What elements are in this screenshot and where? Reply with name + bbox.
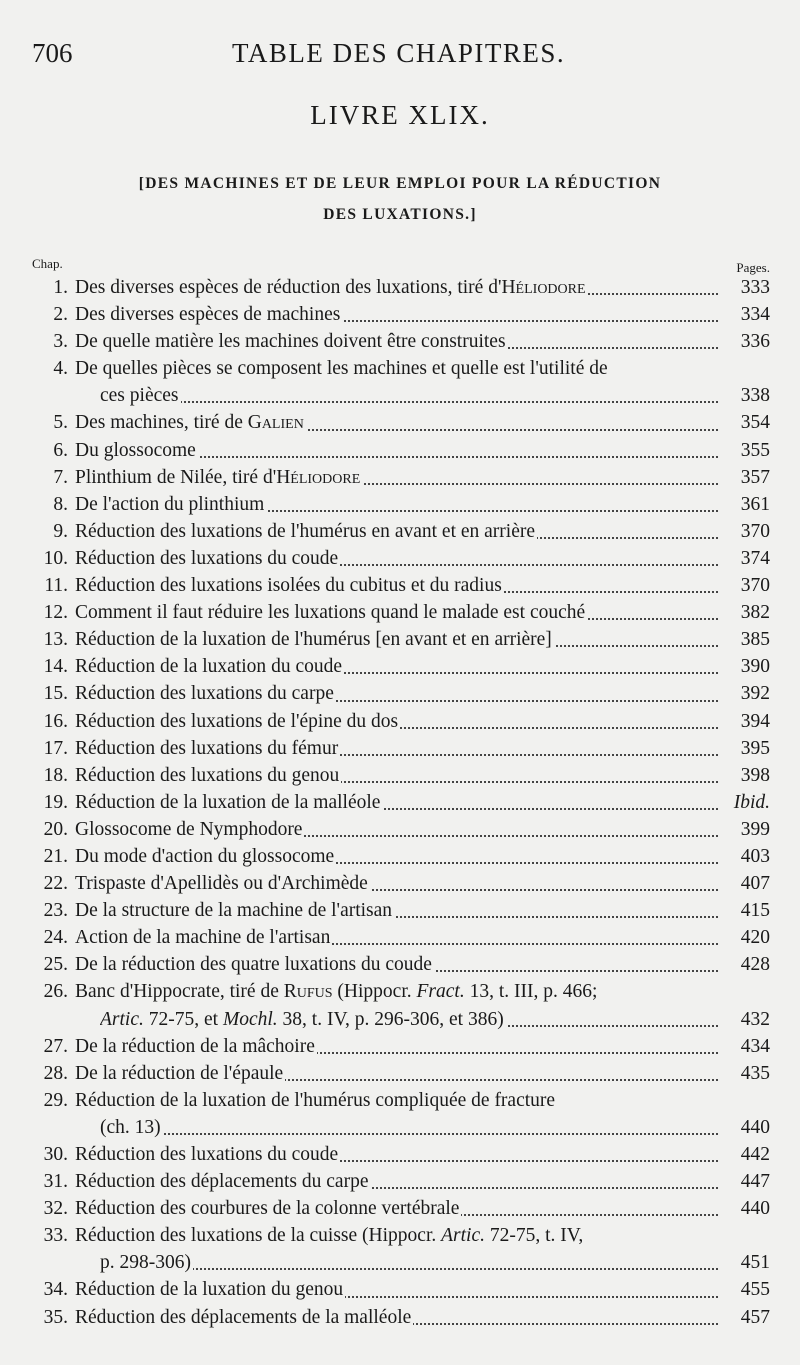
chapter-title: De quelle matière les machines doivent être construites bbox=[75, 331, 506, 353]
chapter-number: 5. bbox=[53, 412, 68, 434]
chapter-title: Réduction des luxations du fémur bbox=[75, 737, 339, 759]
chapter-page: 403 bbox=[740, 845, 770, 867]
chapter-page: 399 bbox=[740, 818, 770, 840]
chapter-page: 336 bbox=[740, 331, 770, 353]
toc-entry bbox=[32, 464, 770, 491]
chapter-page: 428 bbox=[740, 954, 770, 976]
chapter-title-continued: Artic. 72-75, et Mochl. 38, t. IV, p. 296-306, et 386) bbox=[100, 1008, 504, 1030]
chapter-page: 355 bbox=[740, 439, 770, 461]
chapter-page: Ibid. bbox=[733, 791, 770, 813]
toc-entry bbox=[32, 626, 770, 653]
chapter-page: 361 bbox=[740, 493, 770, 515]
page-number: 706 bbox=[32, 38, 73, 68]
chapter-number: 22. bbox=[43, 873, 68, 895]
chapter-number: 14. bbox=[43, 656, 68, 678]
chapter-page: 392 bbox=[740, 683, 770, 705]
chapter-page: 334 bbox=[740, 304, 770, 326]
chapter-number: 16. bbox=[43, 710, 68, 732]
running-title: TABLE DES CHAPITRES. bbox=[232, 38, 566, 68]
chapter-title: De la réduction de la mâchoire bbox=[75, 1035, 315, 1057]
chapter-title: Réduction des luxations de l'humérus en avant et en arrière bbox=[75, 520, 536, 542]
chapter-page: 415 bbox=[740, 900, 770, 922]
chapter-page: 357 bbox=[740, 466, 770, 488]
chapter-number: 32. bbox=[43, 1198, 68, 1220]
chapter-title: Réduction des luxations de l'épine du dos bbox=[75, 710, 399, 732]
chapter-number: 27. bbox=[43, 1035, 68, 1057]
chapter-number: 4. bbox=[53, 358, 68, 380]
chapter-page: 370 bbox=[740, 575, 770, 597]
chapter-title-continued: ces pièces bbox=[100, 385, 179, 407]
toc-entry bbox=[32, 437, 770, 464]
chapter-page: 338 bbox=[740, 385, 770, 407]
chapter-page: 333 bbox=[740, 277, 770, 298]
chapter-title: Réduction des luxations de la cuisse (Hippocr. Artic. 72-75, t. IV, bbox=[75, 1225, 584, 1247]
chapter-title: Réduction des courbures de la colonne vertébrale bbox=[75, 1198, 460, 1220]
chapter-title: Banc d'Hippocrate, tiré de Rufus (Hippocr. Fract. 13, t. III, p. 466; bbox=[75, 981, 598, 1003]
chapter-page: 394 bbox=[740, 710, 770, 732]
toc-entry bbox=[32, 301, 770, 328]
toc-entry bbox=[32, 653, 770, 680]
chapter-title: Trispaste d'Apellidès ou d'Archimède bbox=[75, 873, 368, 895]
chapter-title: Réduction des luxations du coude bbox=[75, 1144, 339, 1165]
chapter-number: 10. bbox=[43, 547, 68, 569]
chapter-page: 354 bbox=[740, 412, 770, 434]
chapter-title: Action de la machine de l'artisan bbox=[75, 927, 331, 949]
chapter-number: 15. bbox=[43, 683, 68, 705]
toc-entry bbox=[32, 274, 770, 301]
chapter-number: 23. bbox=[43, 900, 68, 922]
toc-entry bbox=[32, 1168, 770, 1195]
book-title: LIVRE XLIX. bbox=[310, 100, 490, 130]
toc-entry bbox=[32, 680, 770, 707]
chapter-page: 370 bbox=[740, 520, 770, 542]
chapter-number: 8. bbox=[53, 493, 68, 515]
chapter-page: 432 bbox=[740, 1008, 770, 1030]
chapter-number: 19. bbox=[43, 791, 68, 813]
chapter-number: 18. bbox=[43, 764, 68, 786]
chapter-title: Réduction de la luxation du coude bbox=[75, 656, 342, 678]
chapter-title: De l'action du plinthium bbox=[75, 493, 265, 515]
subtitle-line-2: DES LUXATIONS.] bbox=[323, 206, 477, 223]
chapter-page: 420 bbox=[740, 927, 770, 949]
chapter-page: 440 bbox=[740, 1198, 770, 1220]
chapter-title: Du mode d'action du glossocome bbox=[75, 845, 335, 867]
toc-entry bbox=[32, 1033, 770, 1060]
chapter-title: Réduction des luxations du carpe bbox=[75, 683, 334, 705]
chapter-page: 455 bbox=[740, 1279, 770, 1301]
chap-column-header: Chap. bbox=[32, 256, 63, 271]
chapter-title: Du glossocome bbox=[75, 439, 196, 461]
chapter-number: 26. bbox=[43, 981, 68, 1003]
toc-entry bbox=[32, 355, 770, 409]
chapter-page: 382 bbox=[740, 602, 770, 624]
toc-entry bbox=[32, 789, 770, 816]
chapter-title: Réduction des luxations du genou bbox=[75, 764, 340, 786]
chapter-number: 6. bbox=[53, 439, 68, 461]
chapter-number: 33. bbox=[43, 1225, 68, 1247]
toc-entry bbox=[32, 870, 770, 897]
chapter-title: Réduction de la luxation de la malléole bbox=[75, 791, 381, 813]
column-headers bbox=[32, 256, 770, 276]
chapter-page: 390 bbox=[740, 656, 770, 678]
toc-entry bbox=[32, 1195, 770, 1222]
chapter-page: 385 bbox=[740, 629, 770, 651]
chapter-title: Plinthium de Nilée, tiré d'Héliodore bbox=[75, 466, 361, 488]
chapter-title: Réduction des déplacements de la malléole bbox=[75, 1306, 412, 1328]
toc-entry bbox=[32, 897, 770, 924]
chapter-number: 7. bbox=[53, 466, 68, 488]
chapter-number: 2. bbox=[53, 304, 68, 326]
chapter-number: 13. bbox=[43, 629, 68, 651]
chapter-title: Réduction des déplacements du carpe bbox=[75, 1171, 369, 1193]
chapter-page: 440 bbox=[740, 1116, 770, 1138]
chapter-page: 395 bbox=[740, 737, 770, 759]
toc-entry bbox=[32, 924, 770, 951]
chapter-number: 25. bbox=[43, 954, 68, 976]
toc-entry bbox=[32, 1087, 770, 1141]
toc-entry bbox=[32, 1222, 770, 1276]
toc-entry bbox=[32, 545, 770, 572]
chapter-page: 442 bbox=[740, 1144, 770, 1165]
chapter-number: 28. bbox=[43, 1062, 68, 1084]
chapter-page: 398 bbox=[740, 764, 770, 786]
toc-entry bbox=[32, 816, 770, 843]
toc-entry bbox=[32, 518, 770, 545]
toc-entry bbox=[32, 328, 770, 355]
chapter-page: 407 bbox=[740, 873, 770, 895]
chapter-number: 11. bbox=[44, 575, 68, 597]
toc-entry bbox=[32, 572, 770, 599]
chapter-number: 29. bbox=[43, 1089, 68, 1111]
toc-entry bbox=[32, 978, 770, 1032]
toc-entry bbox=[32, 762, 770, 789]
chapter-title: De la réduction de l'épaule bbox=[75, 1062, 284, 1084]
chapter-title: Réduction des luxations du coude bbox=[75, 547, 339, 569]
chapter-number: 24. bbox=[43, 927, 68, 949]
chapter-title-continued: (ch. 13) bbox=[100, 1116, 161, 1138]
chapter-page: 374 bbox=[740, 547, 770, 569]
chapter-number: 9. bbox=[53, 520, 68, 542]
toc-entry bbox=[32, 1060, 770, 1087]
chapter-number: 12. bbox=[43, 602, 68, 624]
chapter-title: Des machines, tiré de Galien bbox=[75, 412, 304, 434]
chapter-title: Des diverses espèces de machines bbox=[75, 304, 341, 326]
toc-entry bbox=[32, 491, 770, 518]
chapter-title: Des diverses espèces de réduction des luxations, tiré d'Héliodore bbox=[75, 277, 586, 298]
chapter-number: 21. bbox=[43, 845, 68, 867]
chapter-title: Réduction de la luxation de l'humérus compliquée de fracture bbox=[75, 1089, 556, 1111]
chapter-title-continued: p. 298-306) bbox=[100, 1252, 191, 1274]
toc-entry bbox=[32, 1141, 770, 1168]
chapter-title: Réduction de la luxation de l'humérus [en avant et en arrière] bbox=[75, 629, 552, 651]
chapter-page: 435 bbox=[740, 1062, 770, 1084]
running-head bbox=[32, 38, 776, 72]
toc-entry bbox=[32, 1276, 770, 1303]
chapter-title: Réduction des luxations isolées du cubitus et du radius bbox=[75, 575, 502, 597]
chapter-number: 30. bbox=[43, 1144, 68, 1165]
book-subtitle bbox=[90, 168, 710, 230]
chapter-number: 31. bbox=[43, 1171, 68, 1193]
toc-entry bbox=[32, 599, 770, 626]
toc-entry bbox=[32, 708, 770, 735]
chapter-number: 3. bbox=[53, 331, 68, 353]
pages-column-header: Pages. bbox=[736, 260, 770, 275]
toc-entry bbox=[32, 1304, 770, 1331]
chapter-title: Comment il faut réduire les luxations quand le malade est couché bbox=[75, 602, 586, 624]
chapter-title: Glossocome de Nymphodore bbox=[75, 818, 303, 840]
chapter-number: 1. bbox=[53, 277, 68, 298]
chapter-title: De quelles pièces se composent les machines et quelle est l'utilité de bbox=[75, 358, 608, 380]
chapter-number: 17. bbox=[43, 737, 68, 759]
subtitle-line-1: [DES MACHINES ET DE LEUR EMPLOI POUR LA RÉDUCTION bbox=[138, 175, 662, 192]
chapter-title: De la réduction des quatre luxations du coude bbox=[75, 954, 432, 976]
chapter-title: Réduction de la luxation du genou bbox=[75, 1279, 344, 1301]
chapter-number: 20. bbox=[43, 818, 68, 840]
chapter-number: 34. bbox=[43, 1279, 68, 1301]
toc-entry bbox=[32, 951, 770, 978]
toc-entry bbox=[32, 409, 770, 436]
table-of-contents bbox=[32, 274, 770, 1331]
chapter-page: 451 bbox=[740, 1252, 770, 1274]
chapter-page: 434 bbox=[740, 1035, 770, 1057]
chapter-number: 35. bbox=[43, 1306, 68, 1328]
chapter-title: De la structure de la machine de l'artisan bbox=[75, 900, 393, 922]
toc-entry bbox=[32, 735, 770, 762]
chapter-page: 447 bbox=[740, 1171, 770, 1193]
chapter-page: 457 bbox=[740, 1306, 770, 1328]
toc-entry bbox=[32, 843, 770, 870]
